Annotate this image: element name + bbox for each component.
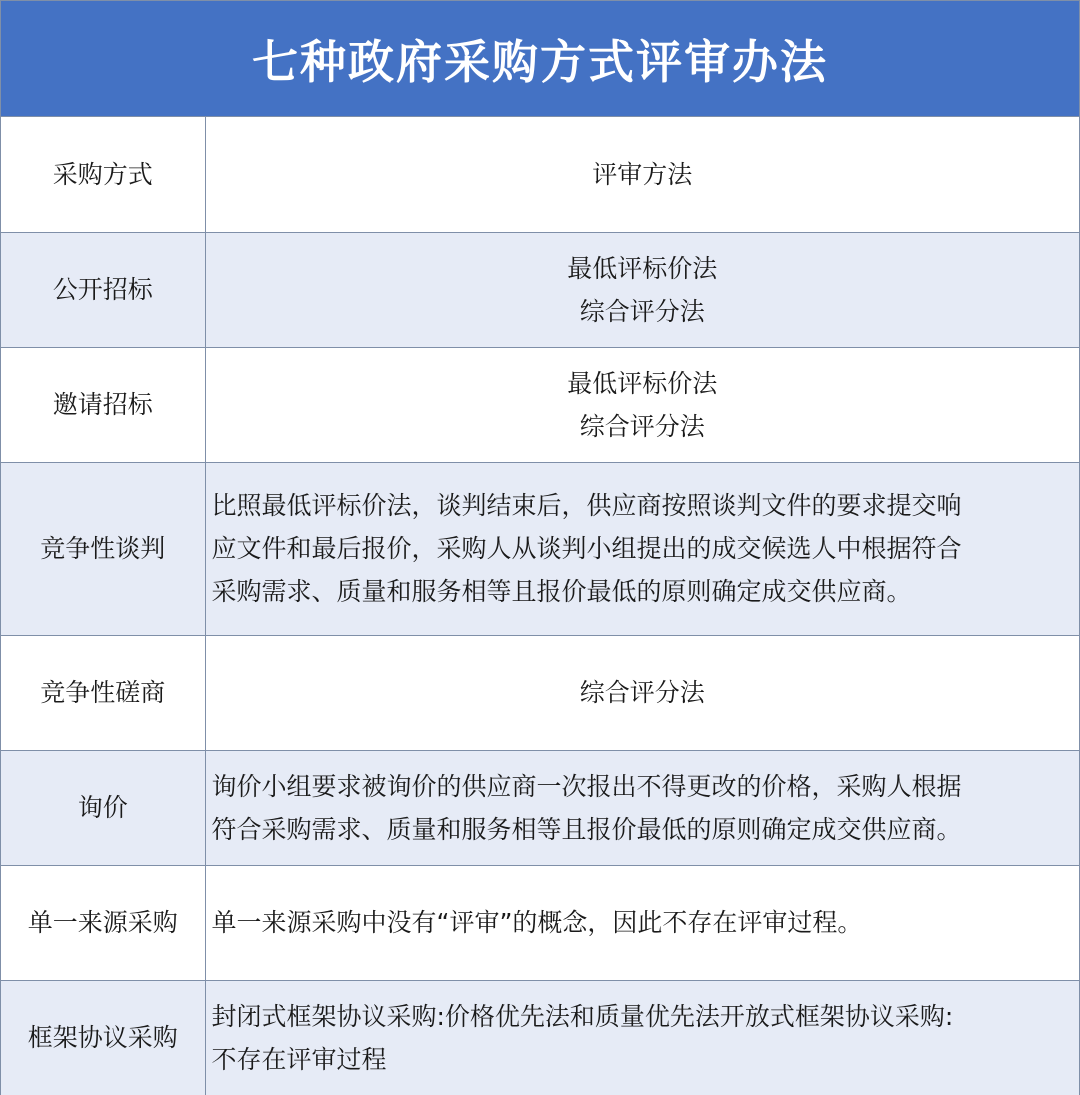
row-method [205, 347, 1079, 462]
table-row [1, 750, 1079, 865]
methods-table [1, 117, 1079, 1095]
method-line: 询价小组要求被询价的供应商一次报出不得更改的价格，采购人根据 [211, 771, 962, 801]
table-header-row [1, 117, 1079, 232]
table-row [1, 232, 1079, 347]
row-method [205, 232, 1079, 347]
method-line: 封闭式框架协议采购:价格优先法和质量优先法开放式框架协议采购: [211, 1001, 954, 1031]
table-row [1, 980, 1079, 1095]
method-line: 采购需求、质量和服务相等且报价最低的原则确定成交供应商。 [211, 577, 912, 606]
method-line: 综合评分法 [579, 296, 705, 326]
table-row [1, 635, 1079, 750]
row-name: 邀请招标 [1, 347, 205, 462]
row-method [205, 750, 1079, 865]
method-line: 最低评标价法 [567, 253, 718, 283]
row-name: 竞争性磋商 [1, 635, 205, 750]
row-method [205, 462, 1079, 635]
row-name: 公开招标 [1, 232, 205, 347]
method-line: 符合采购需求、质量和服务相等且报价最低的原则确定成交供应商。 [211, 814, 962, 844]
row-method [205, 980, 1079, 1095]
row-name: 单一来源采购 [1, 865, 205, 980]
header-purchase-method: 采购方式 [1, 117, 205, 232]
table-row [1, 462, 1079, 635]
page-title: 七种政府采购方式评审办法 [1, 1, 1079, 117]
method-line: 应文件和最后报价，采购人从谈判小组提出的成交候选人中根据符合 [211, 534, 962, 563]
row-method [205, 865, 1079, 980]
table-row [1, 865, 1079, 980]
method-line: 最低评标价法 [567, 368, 718, 398]
row-name: 询价 [1, 750, 205, 865]
method-line: 单一来源采购中没有“评审”的概念，因此不存在评审过程。 [211, 908, 863, 937]
row-name: 竞争性谈判 [1, 462, 205, 635]
header-review-method: 评审方法 [205, 117, 1079, 232]
table-row [1, 347, 1079, 462]
row-method [205, 635, 1079, 750]
method-line: 不存在评审过程 [211, 1044, 387, 1074]
row-name: 框架协议采购 [1, 980, 205, 1095]
method-line: 综合评分法 [579, 678, 705, 707]
method-line: 比照最低评标价法，谈判结束后，供应商按照谈判文件的要求提交响 [211, 491, 962, 520]
method-line: 综合评分法 [579, 411, 705, 441]
